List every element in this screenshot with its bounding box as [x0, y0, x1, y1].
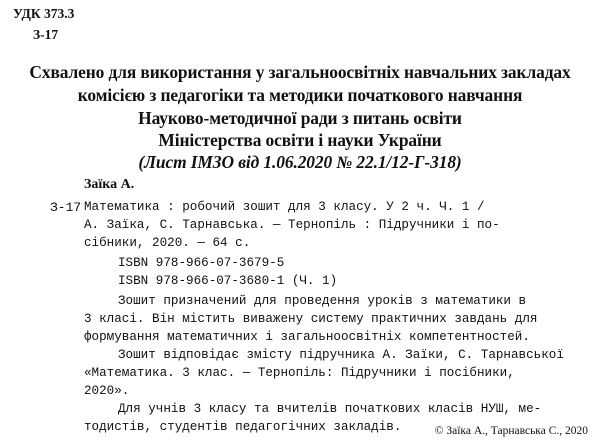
annotation-line: «Математика. 3 клас. — Тернопіль: Підручники і посібники,	[84, 366, 515, 380]
audience-line: Для учнів 3 класу та вчителів початкових класів НУШ, ме-	[118, 402, 542, 416]
annotation-line: 3 класі. Він містить виважену систему практичних завдань для	[84, 312, 538, 326]
copyright-notice: © Заїка А., Тарнавська С., 2020	[434, 425, 588, 437]
catalog-code: З-17	[50, 200, 82, 215]
catalog-description-line: сібники, 2020. — 64 с.	[84, 236, 251, 250]
author-heading: Заїка А.	[84, 177, 135, 192]
annotation-line: Зошит відповідає змісту підручника А. Заїки, С. Тарнавської	[118, 348, 564, 362]
isbn-general: ISBN 978-966-07-3679-5	[118, 256, 285, 270]
annotation-line: 2020».	[84, 384, 130, 398]
classification-code: З-17	[33, 27, 59, 42]
catalog-description-line: Математика : робочий зошит для 3 класу. У 2 ч. Ч. 1 /	[84, 200, 485, 214]
approval-line-1: Схвалено для використання у загальноосвітніх навчальних закладах	[29, 62, 571, 82]
approval-line-2: комісією з педагогіки та методики початкового навчання	[77, 85, 523, 105]
udk-code: УДК 373.3	[13, 6, 75, 21]
approval-line-3: Науково-методичної ради з питань освіти	[138, 108, 462, 128]
catalog-description-line: А. Заїка, С. Тарнавська. — Тернопіль : Підручники і по-	[84, 218, 500, 232]
approval-line-4: Міністерства освіти і науки України	[158, 130, 442, 150]
audience-line: тодистів, студентів педагогічних закладів.	[84, 420, 402, 434]
annotation-line: Зошит призначений для проведення уроків з математики в	[118, 294, 527, 308]
annotation-line: формування математичних і загальноосвітніх компетентностей.	[84, 330, 530, 344]
isbn-part-1: ISBN 978-966-07-3680-1 (Ч. 1)	[118, 274, 338, 288]
approval-letter-reference: (Лист ІМЗО від 1.06.2020 № 22.1/12-Г-318)	[138, 152, 462, 172]
